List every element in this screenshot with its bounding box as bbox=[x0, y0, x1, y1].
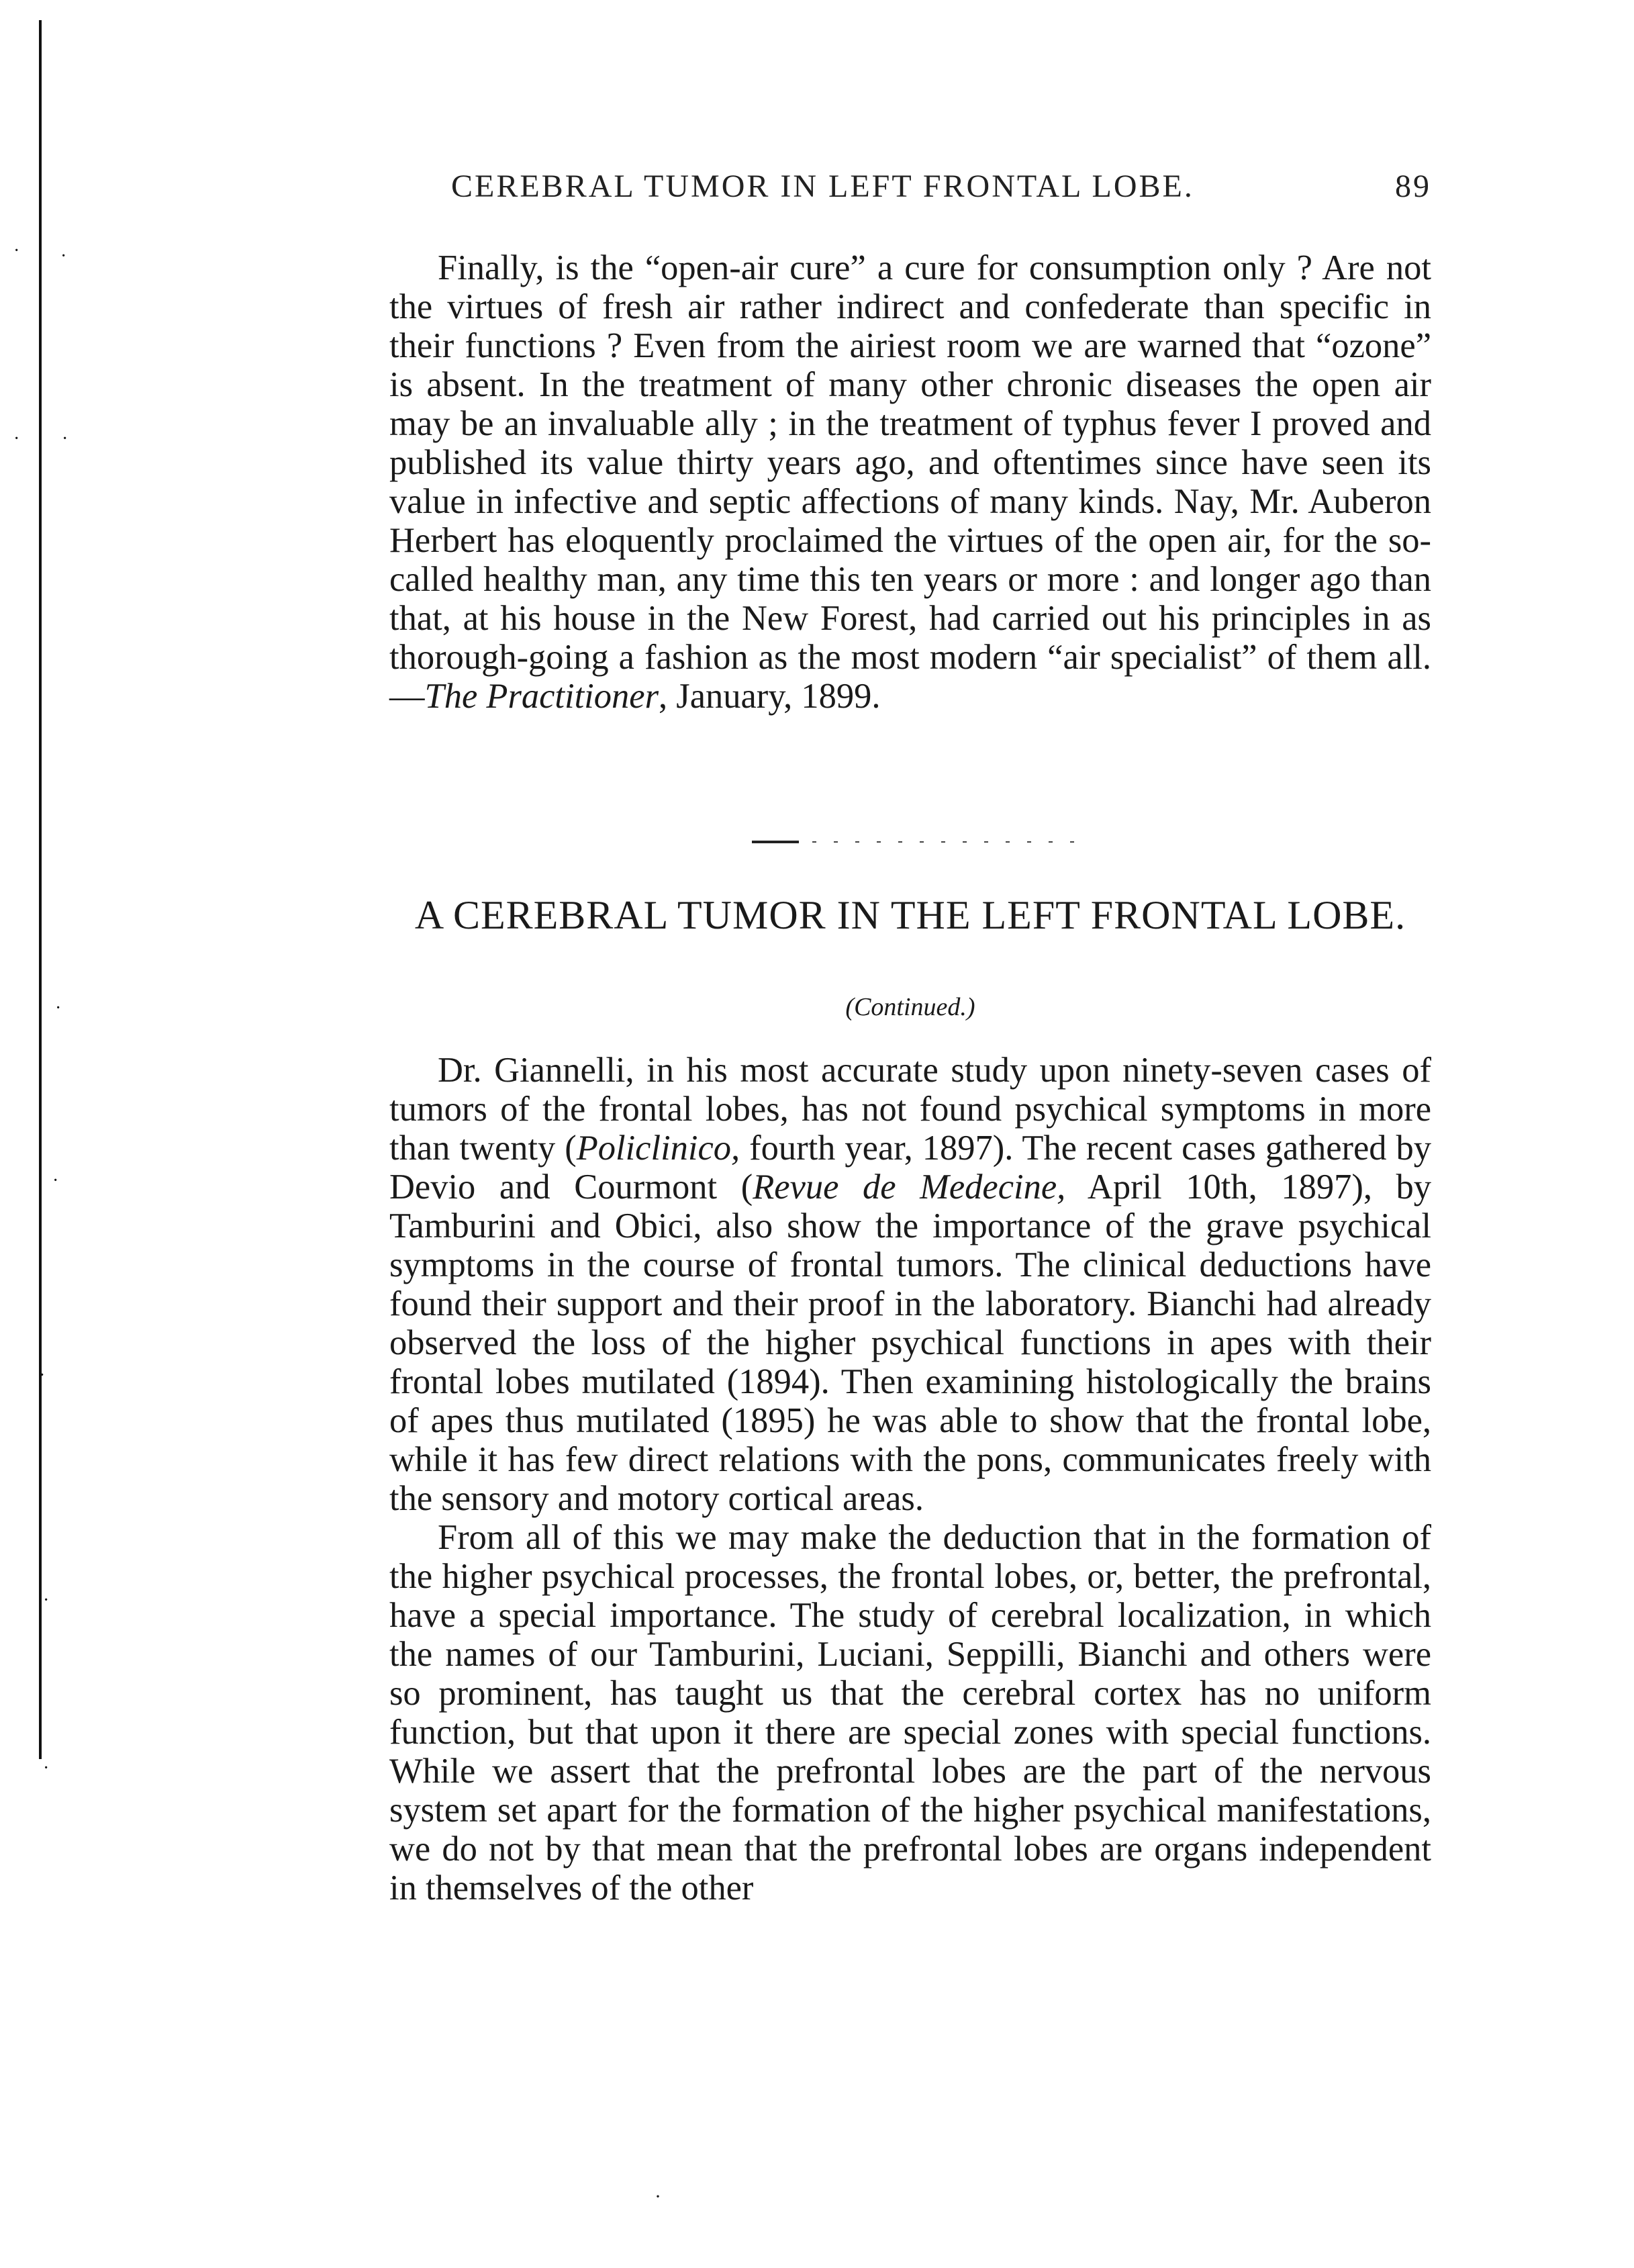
section-divider bbox=[752, 839, 1074, 845]
paragraph-text: April 10th, 1897), by Tamburini and Obici, also show the importance of the grave psychical symptoms in the course of frontal tumors. The clinical deductions have found their support and their proof in the laboratory. Bianchi had already observed the loss of the higher psychical functions in apes with their frontal lobes mutilated (1894). Then examining histologically the brains of apes thus mutilated (1895) he was able to show that the frontal lobe, while it has few direct relations with the pons, communicates freely with the sensory and motory cortical areas. bbox=[389, 1168, 1432, 1518]
margin-speck: · bbox=[13, 428, 20, 449]
page-speck: · bbox=[655, 2185, 661, 2208]
margin-speck: · bbox=[13, 240, 20, 261]
margin-speck: · bbox=[39, 1365, 46, 1386]
page-number: 89 bbox=[1395, 169, 1431, 204]
paragraph-text: From all of this we may make the deduction that in the formation of the higher psychical processes, the frontal lobes, or, better, the prefrontal, have a special importance. The study of cerebral localization, in which the names of our Tamburini, Luciani, Seppilli, Bianchi and others were so prominent, has taught us that the cerebral cortex has no uniform function, but that upon it there are special zones with special functions. While we assert that the prefrontal lobes are the part of the nervous system set apart for the formation of the higher psychical manifestations, we do not by that mean that the prefrontal lobes are organs independent in themselves of the other bbox=[389, 1518, 1431, 1907]
paragraph-text: Finally, is the “open-air cure” a cure for consumption only ? Are not the virtues of fresh air rather indirect and confederate than specific in their functions ? Even from the airiest room we are warned that “ozone” is absent. In the treatment of many other chronic diseases the open air may be an invaluable ally ; in the treatment of typhus fever I proved and published its value thirty years ago, and oftentimes since have seen its value in infective and septic affections of many kinds. Nay, Mr. Auberon Herbert has eloquently proclaimed the virtues of the open air, for the so-called healthy man, any time this ten years or more : and longer ago than that, at his house in the New Forest, had carried out his principles in as thorough-going a fashion as the most modern “air specialist” of them all.— bbox=[389, 248, 1431, 716]
margin-speck: · bbox=[55, 998, 62, 1019]
binding-margin-line bbox=[39, 20, 42, 1759]
previous-article-text bbox=[389, 248, 1431, 716]
paragraph-text: fourth year, 1897). The recent cases gathered by Devio and Courmont ( bbox=[389, 1129, 1431, 1207]
citation-title: Policlinico, bbox=[576, 1129, 740, 1168]
margin-speck: · bbox=[43, 1758, 50, 1779]
margin-speck: · bbox=[60, 246, 67, 267]
margin-speck: · bbox=[62, 428, 68, 449]
source-date: , January, 1899. bbox=[659, 677, 881, 716]
continued-note: (Continued.) bbox=[845, 993, 975, 1021]
article-body bbox=[389, 1051, 1431, 1907]
article-title: A CEREBRAL TUMOR IN THE LEFT FRONTAL LOBE. bbox=[414, 893, 1406, 937]
paragraph bbox=[389, 1518, 1431, 1907]
paragraph-text: Dr. Giannelli, in his most accurate study upon ninety-seven cases of tumors of the frontal lobes, has not found psychical symptoms in more than twenty ( bbox=[389, 1051, 1431, 1168]
running-head-title: CEREBRAL TUMOR IN LEFT FRONTAL LOBE. bbox=[451, 169, 1194, 204]
source-title: The Practitioner bbox=[424, 677, 659, 716]
paragraph bbox=[389, 1051, 1431, 1518]
margin-speck: · bbox=[43, 1590, 50, 1611]
citation-title: Revue de Medecine, bbox=[753, 1168, 1066, 1207]
paragraph bbox=[389, 248, 1431, 716]
margin-speck: · bbox=[52, 1170, 59, 1191]
